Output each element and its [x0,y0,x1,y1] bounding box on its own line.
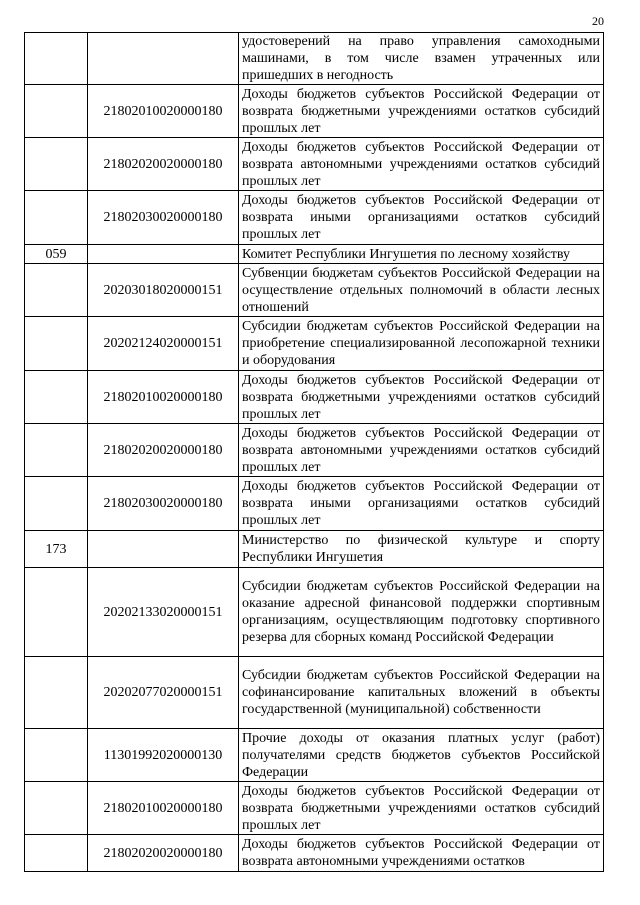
income-code-cell [88,245,239,264]
table-row [25,138,604,191]
income-code-cell: 20202133020000151 [88,568,239,657]
income-name-cell: Комитет Республики Ингушетия по лесному хозяйству [239,245,604,264]
income-name-cell: Доходы бюджетов субъектов Российской Федерации от возврата бюджетными учреждениями остатков субсидий прошлых лет [239,371,604,424]
page-number: 20 [592,14,604,28]
income-name-cell: Доходы бюджетов субъектов Российской Федерации от возврата автономными учреждениями остатков субсидий прошлых лет [239,138,604,191]
income-code-cell: 21802010020000180 [88,85,239,138]
table-row [25,371,604,424]
table-row [25,424,604,477]
income-code-cell: 21802010020000180 [88,782,239,835]
income-code-cell: 21802030020000180 [88,191,239,245]
admin-code-cell [25,657,88,729]
admin-code-cell [25,317,88,371]
income-name-cell: Прочие доходы от оказания платных услуг (работ) получателями средств бюджетов субъектов Российской Федерации [239,729,604,782]
table-row [25,191,604,245]
table-body [25,33,604,872]
admin-code-cell [25,835,88,872]
table-row [25,317,604,371]
admin-code-cell: 173 [25,531,88,568]
admin-code-cell [25,191,88,245]
income-name-cell: Доходы бюджетов субъектов Российской Федерации от возврата бюджетными учреждениями остатков субсидий прошлых лет [239,782,604,835]
income-code-cell: 21802020020000180 [88,424,239,477]
income-name-cell: Доходы бюджетов субъектов Российской Федерации от возврата иными организациями остатков субсидий прошлых лет [239,477,604,531]
income-name-cell: Доходы бюджетов субъектов Российской Федерации от возврата автономными учреждениями остатков субсидий прошлых лет [239,424,604,477]
income-name-cell: Доходы бюджетов субъектов Российской Федерации от возврата иными организациями остатков субсидий прошлых лет [239,191,604,245]
admin-code-cell [25,424,88,477]
table-row [25,729,604,782]
income-name-cell: Субвенции бюджетам субъектов Российской Федерации на осуществление отдельных полномочий в области лесных отношений [239,264,604,317]
income-name-cell: Субсидии бюджетам субъектов Российской Федерации на приобретение специализированной лесопожарной техники и оборудования [239,317,604,371]
table-row [25,568,604,657]
income-code-cell: 21802020020000180 [88,138,239,191]
income-code-cell: 21802030020000180 [88,477,239,531]
table-row [25,782,604,835]
income-name-cell: удостоверений на право управления самоходными машинами, в том числе взамен утраченных или пришедших в негодность [239,33,604,85]
admin-code-cell [25,782,88,835]
income-code-cell: 21802010020000180 [88,371,239,424]
income-code-cell: 20202077020000151 [88,657,239,729]
income-code-cell: 21802020020000180 [88,835,239,872]
table-row [25,245,604,264]
admin-code-cell [25,477,88,531]
admin-code-cell [25,371,88,424]
income-name-cell: Министерство по физической культуре и спорту Республики Ингушетия [239,531,604,568]
admin-code-cell [25,138,88,191]
admin-code-cell: 059 [25,245,88,264]
admin-code-cell [25,729,88,782]
income-code-cell: 11301992020000130 [88,729,239,782]
table-row [25,264,604,317]
income-name-cell: Субсидии бюджетам субъектов Российской Федерации на оказание адресной финансовой поддержки спортивным организациям, осуществляющим подготовку спортивного резерва для сборных команд Российской Федерации [239,568,604,657]
income-name-cell: Субсидии бюджетам субъектов Российской Федерации на софинансирование капитальных вложений в объекты государственной (муниципальной) собственности [239,657,604,729]
income-code-cell [88,33,239,85]
table-row [25,835,604,872]
admin-code-cell [25,85,88,138]
table-row [25,477,604,531]
income-name-cell: Доходы бюджетов субъектов Российской Федерации от возврата автономными учреждениями остатков [239,835,604,872]
admin-code-cell [25,568,88,657]
table-row [25,33,604,85]
table-row [25,657,604,729]
income-code-cell: 20202124020000151 [88,317,239,371]
income-codes-table [24,32,604,872]
income-code-cell [88,531,239,568]
table-row [25,531,604,568]
table-row [25,85,604,138]
admin-code-cell [25,264,88,317]
admin-code-cell [25,33,88,85]
income-code-cell: 20203018020000151 [88,264,239,317]
income-name-cell: Доходы бюджетов субъектов Российской Федерации от возврата бюджетными учреждениями остатков субсидий прошлых лет [239,85,604,138]
